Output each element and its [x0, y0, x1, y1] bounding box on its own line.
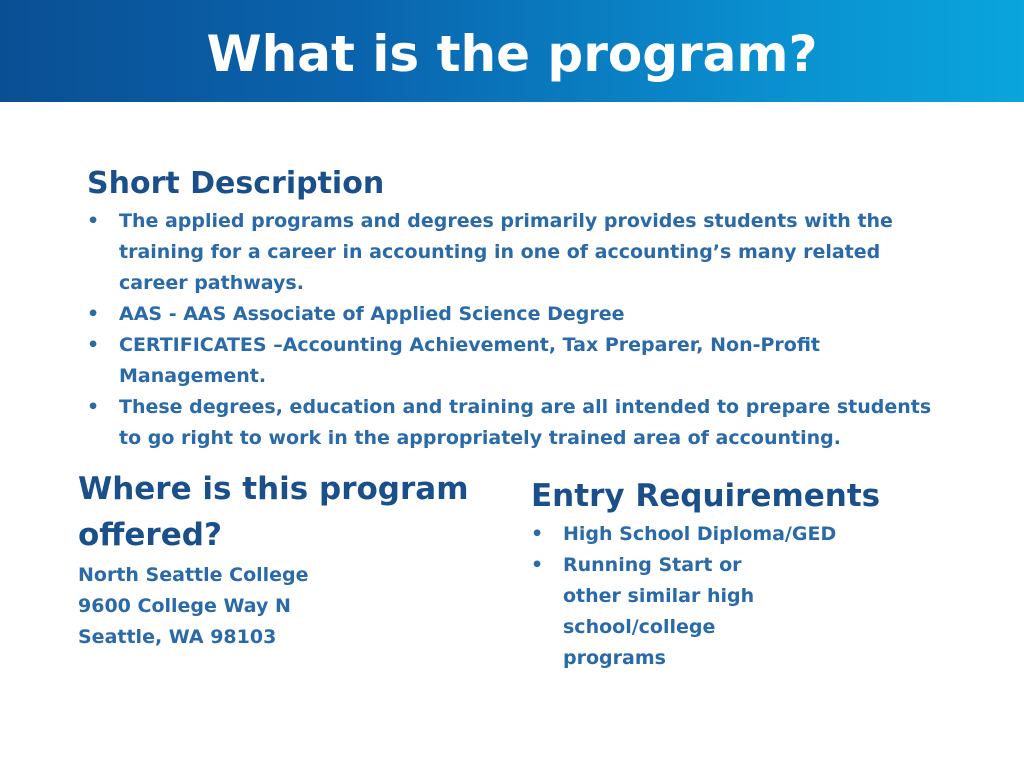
list-item-text: AAS - AAS Associate of Applied Science Degree: [119, 303, 625, 325]
list-item: [531, 550, 951, 674]
bullet-icon: •: [87, 210, 100, 232]
college-name: North Seattle College: [78, 564, 309, 586]
entry-requirements-list: [531, 519, 951, 674]
bullet-icon: •: [87, 396, 100, 418]
list-item-text: CERTIFICATES –Accounting Achievement, Tax Preparer, Non-Profit Management.: [119, 334, 821, 387]
bullet-icon: •: [531, 523, 544, 545]
city-state-zip: Seattle, WA 98103: [78, 626, 277, 648]
bullet-icon: •: [87, 334, 100, 356]
bullet-icon: •: [87, 303, 100, 325]
list-item-text: The applied programs and degrees primarily provides students with the training for a career in accounting in one of accounting’s many related career pathways.: [119, 210, 893, 294]
bullet-icon: •: [531, 554, 544, 576]
street-address: 9600 College Way N: [78, 595, 291, 617]
list-item-text: Running Start or other similar high school/college programs: [563, 554, 755, 669]
list-item: [87, 206, 947, 299]
list-item-text: High School Diploma/GED: [563, 523, 837, 545]
short-description-list: [87, 206, 947, 454]
slide-title: What is the program?: [206, 25, 818, 83]
list-item: [87, 330, 947, 392]
short-description-heading: Short Description: [87, 166, 385, 201]
list-item: [531, 519, 951, 550]
address-block: [78, 560, 309, 653]
location-heading: Where is this program offered?: [78, 471, 469, 553]
list-item-text: These degrees, education and training are all intended to prepare students to go right to work in the appropriately trained area of accounting.: [119, 396, 932, 449]
list-item: [87, 299, 947, 330]
list-item: [87, 392, 947, 454]
entry-requirements-heading: Entry Requirements: [531, 478, 881, 514]
